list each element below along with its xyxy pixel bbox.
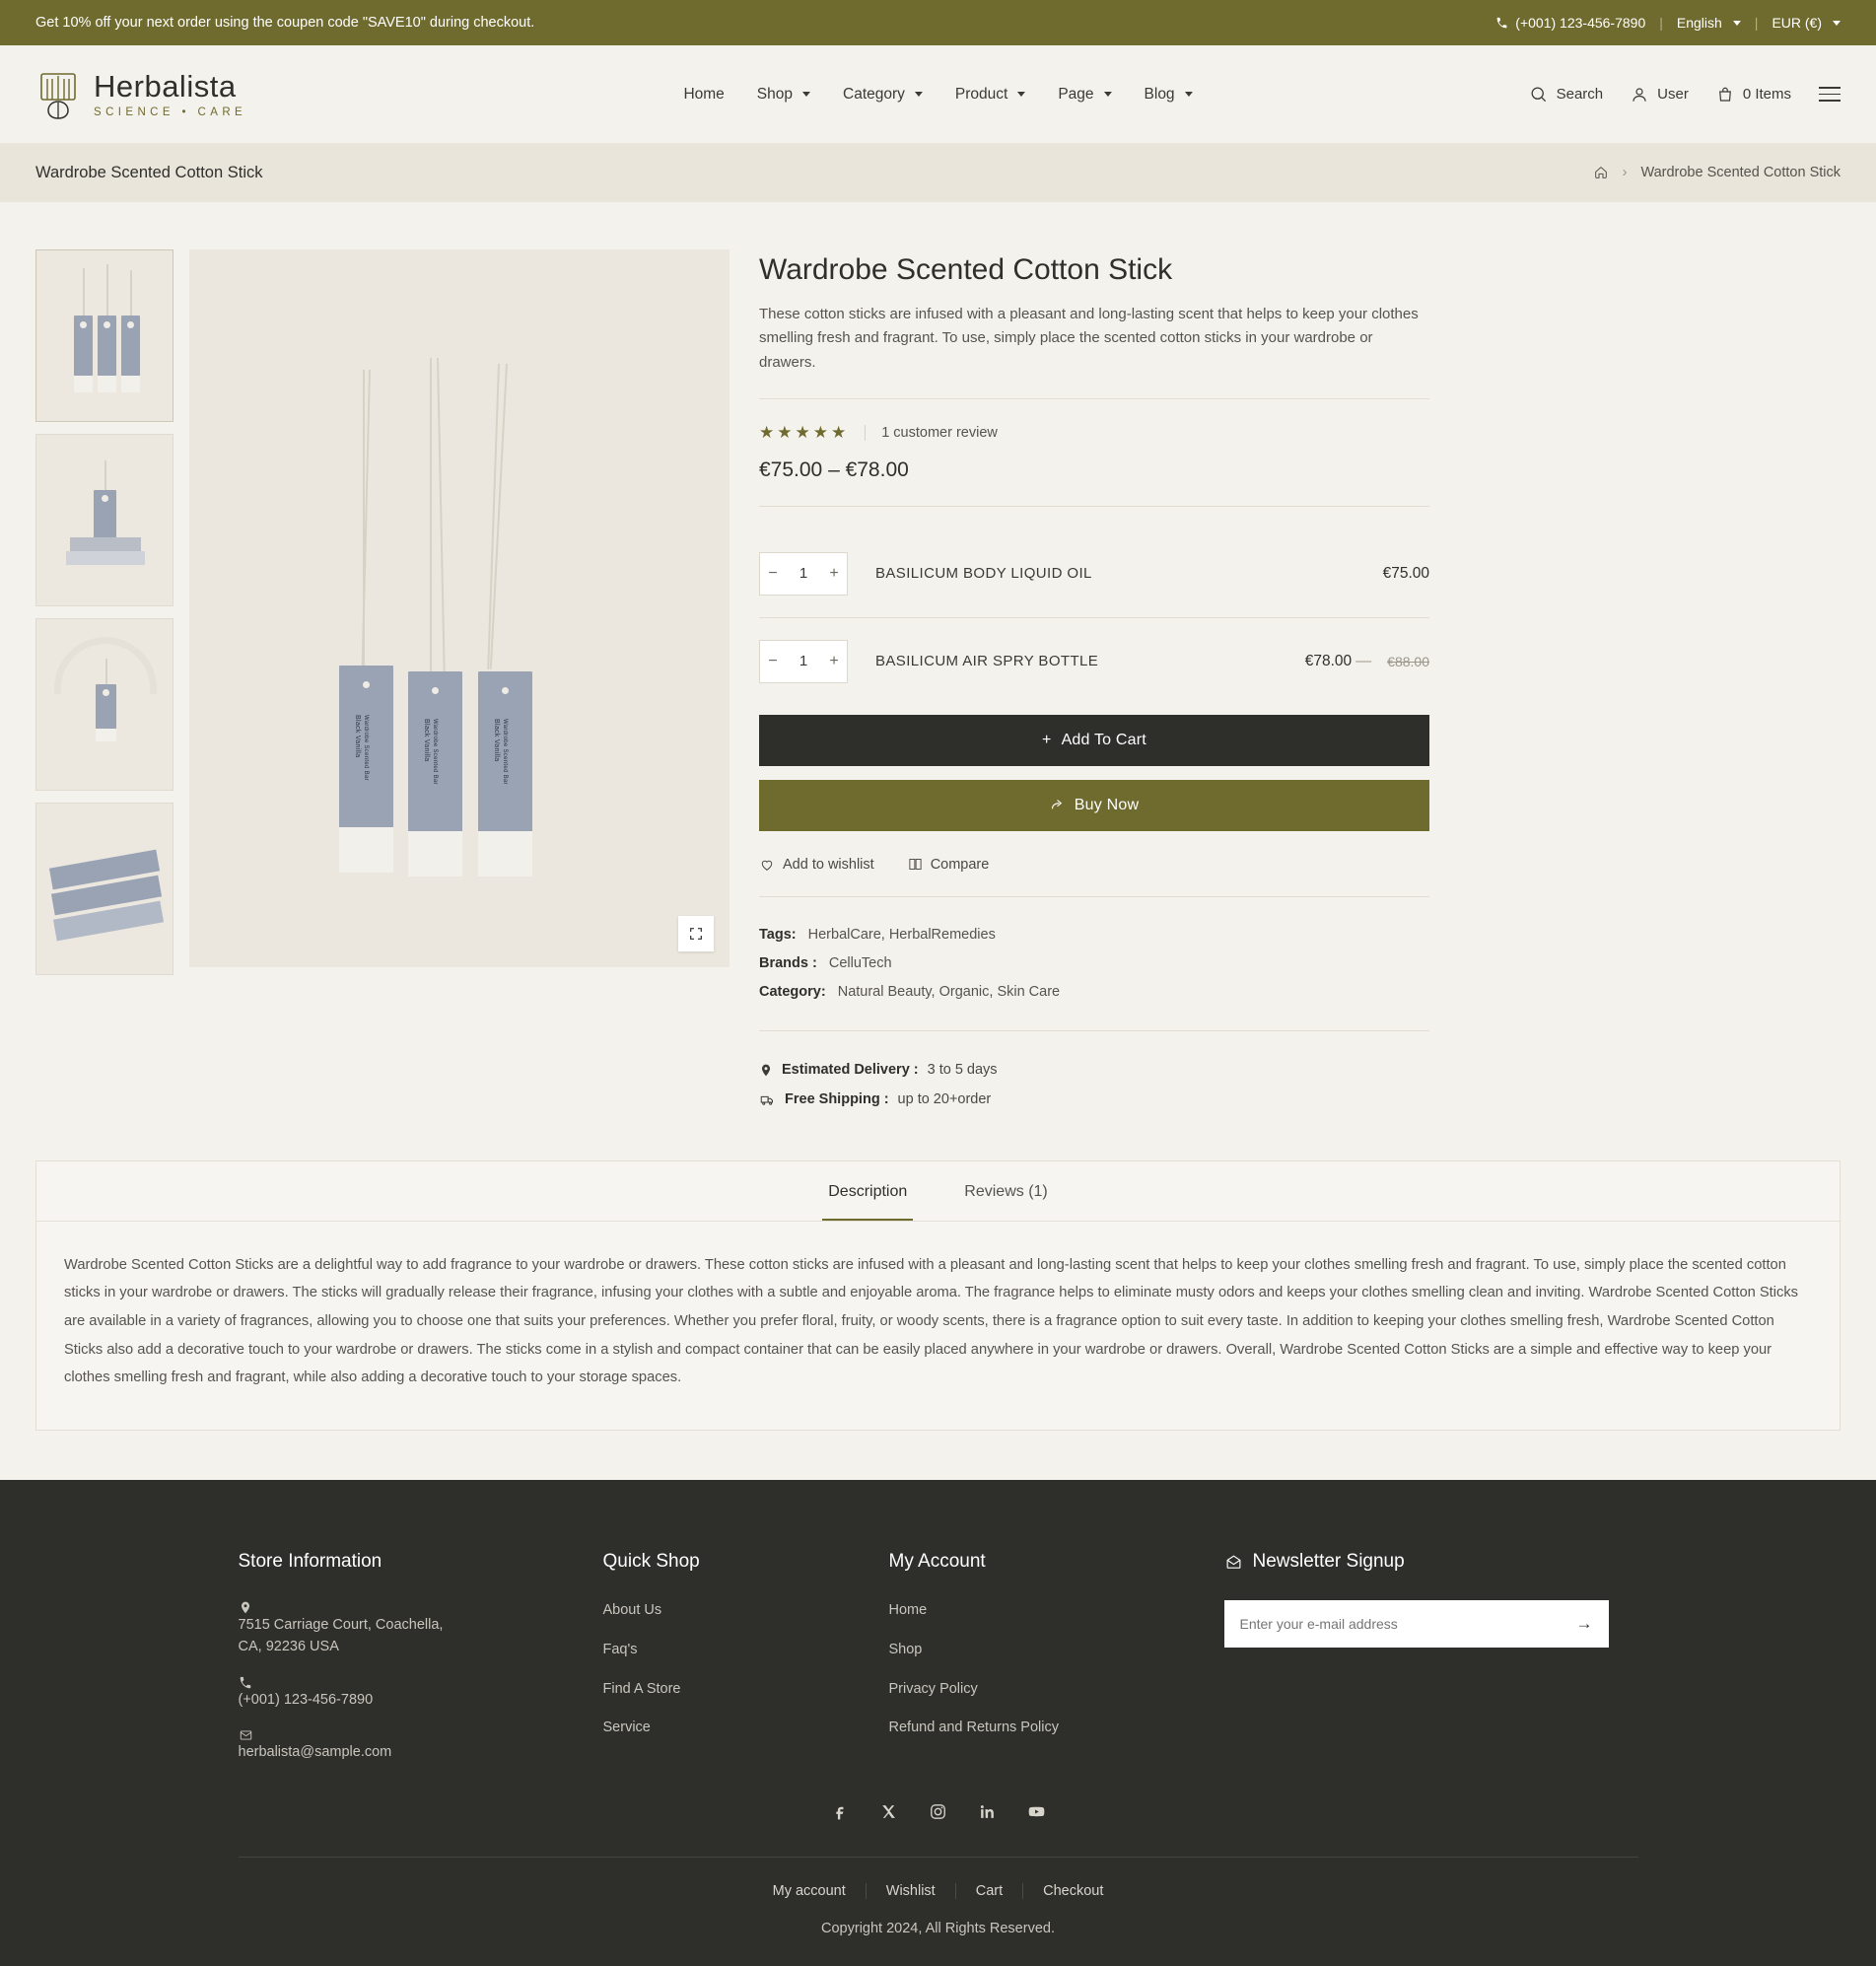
card-label: Black Vanilla [354, 715, 361, 758]
newsletter-email-input[interactable] [1240, 1616, 1576, 1632]
tab-description[interactable] [822, 1161, 913, 1221]
chevron-down-icon [802, 92, 810, 97]
card-label: Black Vanilla [493, 719, 500, 762]
footer-quickshop-title: Quick Shop [602, 1551, 700, 1573]
shipping-value: up to 20+order [897, 1091, 992, 1108]
product-section [0, 202, 1876, 1115]
category-label: Category: [759, 983, 826, 1000]
thumbnail-list [35, 249, 174, 1115]
nav-label: Category [843, 85, 905, 103]
footer-link-service[interactable]: Service [602, 1720, 651, 1736]
free-shipping-row [759, 1085, 1429, 1114]
quantity-increase-button-2[interactable]: + [821, 641, 847, 682]
footer-phone[interactable] [239, 1676, 584, 1712]
quantity-increase-button-1[interactable]: + [821, 553, 847, 595]
youtube-icon[interactable] [1025, 1799, 1049, 1823]
product-price-range: €75.00 – €78.00 [759, 457, 909, 481]
variant-old-price-2: €88.00 [1387, 653, 1429, 669]
newsletter-submit-button[interactable]: → [1575, 1614, 1593, 1634]
nav-label: Home [683, 85, 725, 103]
chevron-down-icon [1733, 21, 1741, 26]
nav-item-shop[interactable] [757, 86, 810, 104]
footer-link-my-account[interactable]: My account [753, 1883, 867, 1899]
footer-my-account [889, 1551, 1205, 1782]
card-label: Black Vanilla [423, 719, 430, 762]
tab-label: Reviews (1) [964, 1182, 1048, 1200]
phone-icon [239, 1676, 252, 1690]
linkedin-icon[interactable] [976, 1799, 1000, 1823]
delivery-value: 3 to 5 days [927, 1061, 998, 1078]
shipping-label: Free Shipping : [785, 1091, 889, 1108]
product-rating [759, 423, 1429, 443]
thumbnail-3-image [36, 619, 173, 790]
footer-copyright: Copyright 2024, All Rights Reserved. [821, 1921, 1055, 1937]
variant-row-2 [759, 618, 1429, 705]
divider [759, 896, 1429, 897]
search-icon [1529, 85, 1548, 104]
language-value: English [1676, 15, 1722, 31]
currency-value: EUR (€) [1772, 15, 1822, 31]
tags-label: Tags: [759, 926, 797, 943]
chevron-down-icon [1185, 92, 1193, 97]
variant-name-1: BASILICUM BODY LIQUID OIL [875, 565, 1092, 583]
shipping-info [759, 1055, 1429, 1115]
review-count-link[interactable]: 1 customer review [881, 424, 998, 441]
divider [759, 506, 1429, 507]
phone-icon [1495, 17, 1508, 30]
tab-list [36, 1161, 1840, 1222]
chevron-down-icon [1833, 21, 1841, 26]
variant-row-1 [759, 530, 1429, 617]
page-title: Wardrobe Scented Cotton Stick [35, 163, 263, 181]
nav-label: Product [954, 85, 1008, 103]
add-to-wishlist-button[interactable] [759, 857, 874, 873]
heart-icon [759, 857, 775, 873]
footer-link-wishlist[interactable]: Wishlist [867, 1883, 956, 1899]
product-gallery [35, 249, 730, 1115]
footer-newsletter [1224, 1551, 1638, 1782]
quantity-decrease-button-1[interactable]: − [760, 553, 786, 595]
x-icon[interactable] [877, 1799, 901, 1823]
footer-store-title: Store Information [238, 1551, 382, 1573]
category-value[interactable]: Natural Beauty, Organic, Skin Care [837, 983, 1061, 1000]
user-icon [1631, 86, 1648, 104]
footer-email-value: herbalista@sample.com [238, 1744, 392, 1761]
product-image-illustration [189, 249, 730, 967]
price-dash: — [1355, 652, 1372, 669]
delivery-row [759, 1055, 1429, 1085]
menu-toggle-icon[interactable] [1819, 87, 1841, 102]
plus-icon: + [1042, 731, 1052, 748]
tags-value[interactable]: HerbalCare, HerbalRemedies [807, 926, 996, 943]
nav-label: Shop [756, 85, 793, 103]
brand-tagline: SCIENCE • CARE [94, 105, 247, 118]
footer-link-about-us[interactable]: About Us [602, 1602, 662, 1619]
star-rating-icon: ★★★★★ [759, 422, 850, 442]
breadcrumb-separator: › [1622, 165, 1628, 180]
tab-panel-description: Wardrobe Scented Cotton Sticks are a delightful way to add fragrance to your wardrobe or drawers. These cotton sticks are infused with a pleasant and long-lasting scent that helps to keep your clothes smelling fresh and fragrant. To use, simply place the scented cotton sticks in your wardrobe or drawers. The sticks will gradually release their fragrance, infusing your clothes with a subtle and enjoyable aroma. The fragrance helps to eliminate musty odors and keeps your clothes smelling clean and inviting. Wardrobe Scented Cotton Sticks are available in a variety of fragrances, allowing you to choose one that suits your preferences. Whether you prefer floral, fruity, or woody scents, there is a fragrance option to suit every taste. In addition to keeping your clothes smelling fresh, Wardrobe Scented Cotton Sticks also add a decorative touch to your wardrobe or drawers. The sticks come in a stylish and compact container that can be easily placed anywhere in your wardrobe or drawers. Overall, Wardrobe Scented Cotton Sticks are a simple and effective way to keep your clothes smelling fresh and fragrant, while also adding a decorative touch to your storage spaces. [64, 1256, 1799, 1386]
footer-address-value: 7515 Carriage Court, Coachella, CA, 92236 USA [238, 1617, 444, 1654]
bag-icon [1716, 86, 1734, 104]
add-to-cart-label: Add To Cart [1061, 731, 1146, 748]
brands-label: Brands : [759, 954, 817, 971]
meta-category [759, 978, 1429, 1007]
variant-price-2: €78.00 [1304, 652, 1353, 669]
mail-open-icon [1224, 1554, 1243, 1571]
footer-address [239, 1600, 584, 1658]
nav-label: Page [1058, 85, 1094, 103]
newsletter-title-label: Newsletter Signup [1252, 1551, 1405, 1573]
location-pin-icon [759, 1063, 773, 1078]
footer-bottom-links [35, 1883, 1841, 1899]
buy-now-label: Buy Now [1074, 796, 1140, 813]
footer-email[interactable] [239, 1728, 584, 1764]
product-short-description: These cotton sticks are infused with a pleasant and long-lasting scent that helps to keep your clothes smelling fresh and fragrant. To use, simply place the scented cotton sticks in your wardrobe or drawers. [759, 306, 1419, 371]
chevron-down-icon [1104, 92, 1112, 97]
divider [759, 398, 1429, 399]
search-label: Search [1556, 86, 1604, 103]
instagram-icon[interactable] [927, 1799, 950, 1823]
home-icon[interactable] [1593, 165, 1609, 180]
footer-myaccount-title: My Account [888, 1551, 986, 1573]
footer-link-home[interactable]: Home [888, 1602, 928, 1619]
cart-count-label: 0 Items [1742, 86, 1791, 103]
announcement-utilities [1495, 15, 1841, 31]
product-meta [759, 921, 1429, 1007]
nav-item-product[interactable] [955, 86, 1025, 104]
mail-icon [239, 1728, 253, 1742]
header-utilities [1529, 85, 1841, 104]
search-button[interactable] [1529, 85, 1604, 104]
footer-divider [239, 1857, 1638, 1858]
footer-link-checkout[interactable]: Checkout [1043, 1883, 1104, 1900]
cart-button[interactable] [1716, 86, 1791, 104]
footer-quick-shop [603, 1551, 869, 1782]
thumbnail-4[interactable] [35, 803, 174, 975]
divider [865, 425, 866, 441]
thumbnail-1-image [36, 250, 173, 421]
announcement-text: Get 10% off your next order using the coupen code "SAVE10" during checkout. [35, 15, 535, 31]
card-label-sub: Wardrobe Scented Bar [432, 719, 438, 785]
herbalista-logo-icon [35, 70, 81, 119]
breadcrumb-bar [0, 143, 1876, 202]
compare-button[interactable] [908, 857, 990, 873]
site-footer [0, 1480, 1876, 1966]
breadcrumb [1593, 165, 1841, 180]
chevron-down-icon [915, 92, 923, 97]
product-tabs [35, 1160, 1841, 1431]
card-label-sub: Wardrobe Scented Bar [502, 719, 508, 785]
tab-label: Description [828, 1182, 908, 1200]
announcement-bar [0, 0, 1876, 45]
card-label-sub: Wardrobe Scented Bar [363, 715, 369, 781]
quantity-value-1: 1 [799, 565, 808, 583]
language-selector[interactable] [1677, 15, 1741, 31]
primary-nav [683, 86, 1192, 104]
nav-item-page[interactable] [1058, 86, 1111, 104]
compare-icon [908, 857, 923, 872]
location-pin-icon [239, 1600, 252, 1615]
footer-link-faqs[interactable]: Faq's [602, 1641, 638, 1657]
site-logo[interactable] [35, 70, 246, 119]
nav-label: Blog [1144, 85, 1175, 103]
footer-phone-value: (+001) 123-456-7890 [238, 1691, 374, 1708]
product-main-image[interactable] [189, 249, 730, 967]
breadcrumb-current: Wardrobe Scented Cotton Stick [1640, 165, 1841, 180]
account-button[interactable] [1631, 86, 1689, 104]
nav-item-home[interactable] [683, 86, 724, 104]
footer-link-privacy-policy[interactable]: Privacy Policy [888, 1680, 978, 1697]
site-header [0, 45, 1876, 143]
divider [759, 1030, 1429, 1031]
share-arrow-icon [1050, 798, 1065, 812]
quantity-stepper-2[interactable] [759, 640, 848, 683]
meta-brands [759, 949, 1429, 978]
thumbnail-1[interactable] [35, 249, 174, 422]
footer-link-cart[interactable]: Cart [956, 1883, 1023, 1899]
quantity-stepper-1[interactable] [759, 552, 848, 596]
product-info [759, 249, 1429, 1115]
secondary-actions [759, 857, 1429, 873]
variant-name-2: BASILICUM AIR SPRY BOTTLE [875, 653, 1099, 670]
footer-store-information [239, 1551, 584, 1782]
quantity-value-2: 1 [799, 653, 808, 670]
chevron-down-icon [1017, 92, 1025, 97]
brand-name: Herbalista [94, 68, 237, 104]
brands-value[interactable]: CelluTech [828, 954, 892, 971]
facebook-icon[interactable] [828, 1799, 852, 1823]
utility-separator-2: | [1754, 15, 1759, 31]
expand-icon [688, 926, 704, 942]
thumbnail-2[interactable] [35, 434, 174, 606]
phone-number: (+001) 123-456-7890 [1515, 15, 1646, 31]
tab-reviews[interactable] [958, 1161, 1053, 1221]
utility-separator-1: | [1659, 15, 1663, 31]
newsletter-form [1224, 1600, 1609, 1648]
product-title: Wardrobe Scented Cotton Stick [759, 253, 1173, 286]
expand-image-button[interactable] [678, 916, 714, 951]
nav-item-category[interactable] [843, 86, 923, 104]
quantity-decrease-button-2[interactable]: − [760, 641, 786, 682]
compare-label: Compare [930, 856, 990, 873]
thumbnail-3[interactable] [35, 618, 174, 791]
phone-link[interactable] [1495, 15, 1645, 31]
truck-icon [759, 1092, 776, 1107]
footer-newsletter-title [1224, 1551, 1638, 1573]
delivery-label: Estimated Delivery : [782, 1061, 919, 1078]
footer-link-shop[interactable]: Shop [888, 1641, 923, 1657]
user-label: User [1657, 86, 1689, 103]
meta-tags [759, 921, 1429, 949]
add-to-cart-button[interactable] [759, 715, 1429, 766]
currency-selector[interactable] [1772, 15, 1841, 31]
nav-item-blog[interactable] [1145, 86, 1193, 104]
buy-now-button[interactable] [759, 780, 1429, 831]
footer-link-refund-returns[interactable]: Refund and Returns Policy [888, 1720, 1059, 1736]
footer-social-links [35, 1799, 1841, 1823]
variant-price-1: €75.00 [1382, 564, 1429, 582]
footer-link-find-a-store[interactable]: Find A Store [602, 1680, 681, 1697]
thumbnail-2-image [36, 435, 173, 605]
wishlist-label: Add to wishlist [783, 856, 874, 873]
thumbnail-4-image [36, 804, 173, 974]
